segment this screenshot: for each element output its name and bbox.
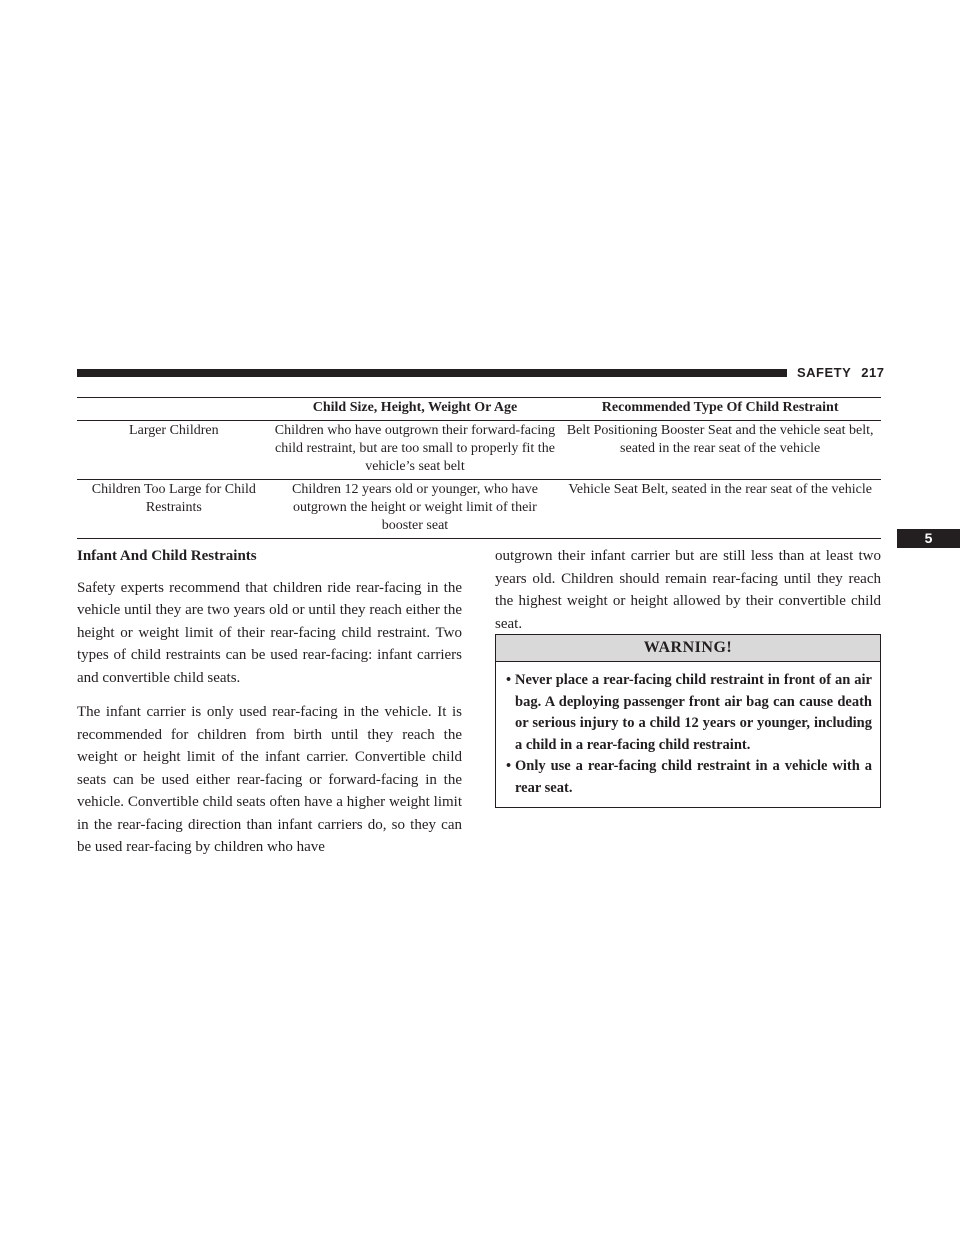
table-cell: Children who have outgrown their forward-facing child restraint, but are too small to properly fit the vehicle’s seat belt: [274, 423, 556, 474]
warning-title: WARNING!: [496, 635, 880, 662]
table-cell: Children Too Large for Child Restraints: [91, 482, 256, 515]
table-cell: Children 12 years old or younger, who have outgrown the height or weight limit of their booster seat: [291, 482, 538, 533]
table-cell: Larger Children: [129, 423, 219, 438]
table-header-row: [77, 398, 881, 421]
warning-item: [502, 670, 872, 756]
right-column: [495, 545, 881, 647]
running-header: [797, 365, 885, 380]
warning-item-text: Never place a rear-facing child restraint in front of an air bag. A deploying passenger front air bag can cause death or serious injury to a child 12 years or younger, including a child in a rear-facing child restraint.: [515, 672, 872, 753]
body-paragraph: Safety experts recommend that children ride rear-facing in the vehicle until they are two years old or until they reach either the height or weight limit of their rear-facing child restraint. Two types of child restraints can be used rear-facing: infant carriers and convertible child seats.: [77, 579, 462, 686]
warning-item-text: Only use a rear-facing child restraint in a vehicle with a rear seat.: [515, 758, 872, 796]
body-paragraph: outgrown their infant carrier but are still less than at least two years old. Children should remain rear-facing until they reach the highest weight or height allowed by their convertible child seat.: [495, 548, 881, 632]
table-header-cell: Child Size, Height, Weight Or Age: [312, 400, 518, 415]
child-restraint-table: [77, 397, 881, 539]
table-header-cell: Recommended Type Of Child Restraint: [601, 400, 839, 415]
table-header-cell: [77, 398, 271, 421]
left-column: [77, 545, 462, 871]
bullet-icon: •: [505, 758, 512, 774]
page-number: 217: [861, 365, 885, 380]
warning-body: [496, 662, 880, 807]
table-cell: Vehicle Seat Belt, seated in the rear seat of the vehicle: [568, 482, 872, 497]
table-row: [77, 421, 881, 480]
header-rule: [77, 369, 787, 377]
body-paragraph: The infant carrier is only used rear-facing in the vehicle. It is recommended for children from birth until they reach the weight or height limit of the infant carrier. Convertible child seats can be used either rear-facing or forward-facing in the vehicle. Convertible child seats often have a higher weight limit in the rear-facing direction than infant carriers do, so they can be used rear-facing by children who have: [77, 704, 462, 855]
warning-box: [495, 634, 881, 808]
chapter-tab: 5: [897, 529, 960, 548]
bullet-icon: •: [505, 672, 512, 688]
section-heading: Infant And Child Restraints: [77, 548, 257, 564]
warning-item: [502, 756, 872, 799]
table-row: [77, 480, 881, 539]
section-name: SAFETY: [797, 365, 852, 380]
table-cell: Belt Positioning Booster Seat and the vehicle seat belt, seated in the rear seat of the vehicle: [566, 423, 874, 456]
